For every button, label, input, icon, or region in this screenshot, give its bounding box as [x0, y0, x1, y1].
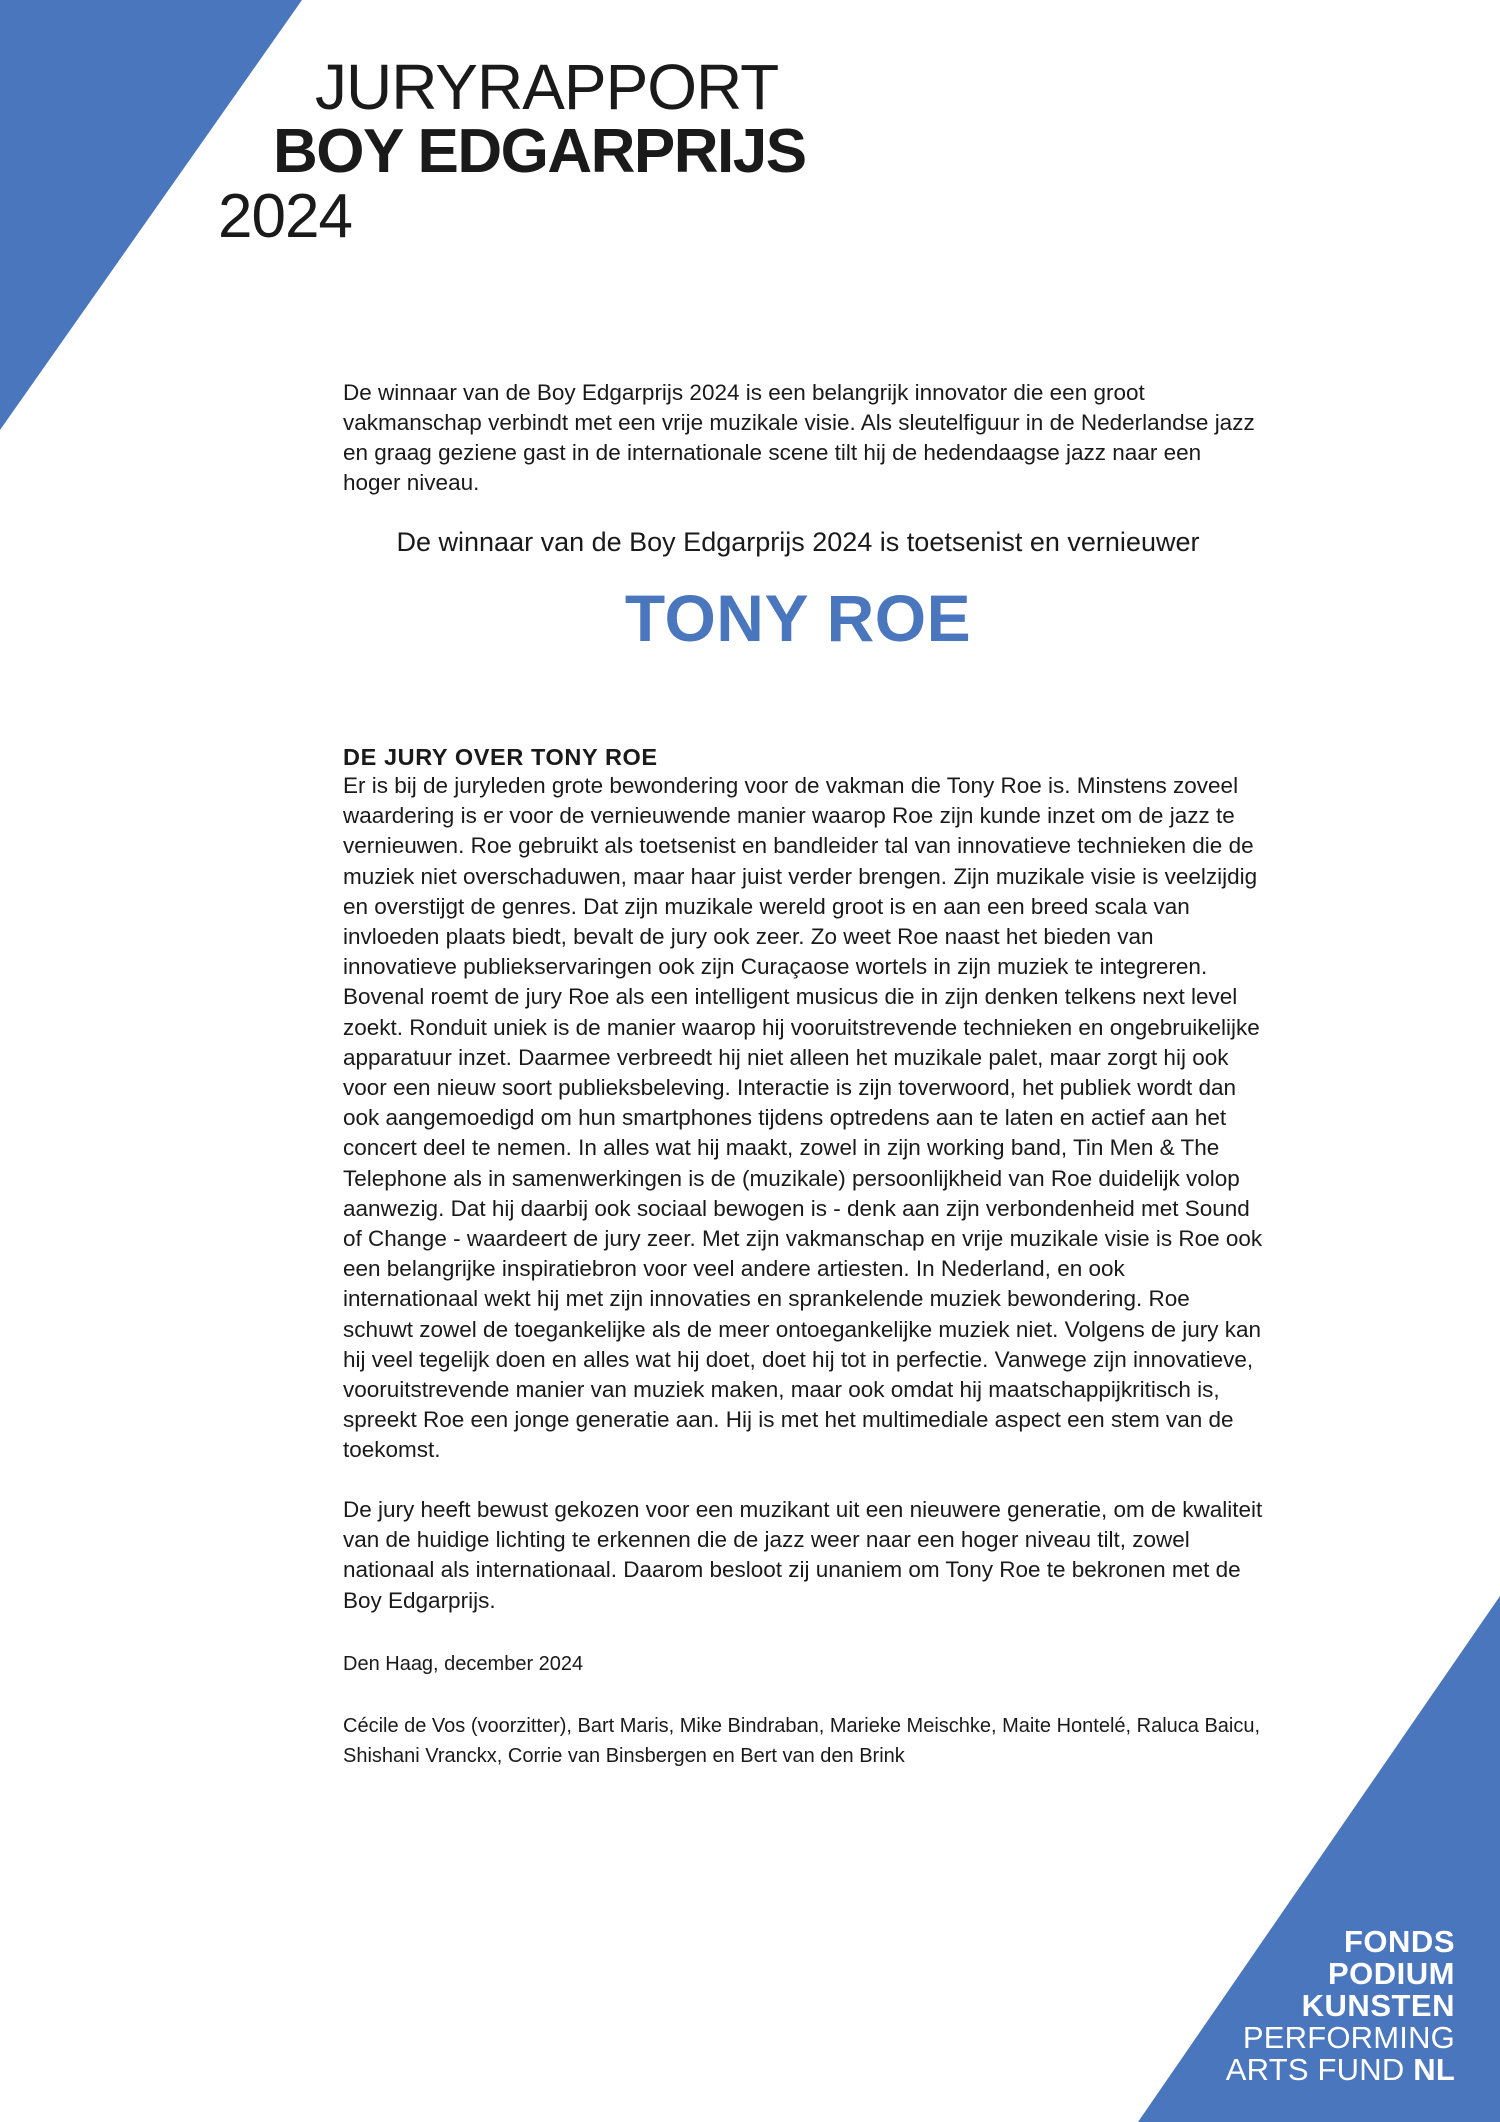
- place-date: Den Haag, december 2024: [343, 1653, 584, 1675]
- title-juryrapport: JURYRAPPORT: [315, 51, 779, 123]
- logo-line-performing: PERFORMING: [1242, 2020, 1455, 2055]
- logo-arts-fund: ARTS FUND: [1225, 2052, 1405, 2087]
- jury-members: Cécile de Vos (voorzitter), Bart Maris, Mike Bindraban, Marieke Meischke, Maite Hontelé, Raluca Baicu, Shishani Vranckx, Corrie van Binsbergen en Bert van den Brink: [343, 1715, 1261, 1767]
- logo-line-kunsten: KUNSTEN: [1301, 1988, 1455, 2023]
- jury-body-paragraph: Er is bij de juryleden grote bewondering voor de vakman die Tony Roe is. Minstens zoveel waardering is er voor de vernieuwende manier waarop Roe zijn kunde inzet om de jazz te vernieuwen. Roe gebruikt als toetsenist en bandleider tal van innovatieve technieken die de muziek niet overschaduwen, maar haar juist verder brengen. Zijn muzikale visie is veelzijdig en overstijgt de genres. Dat zijn muzikale wereld groot is en aan een breed scala van invloeden plaats biedt, bevalt de jury ook zeer. Zo weet Roe naast het bieden van innovatieve publiekservaringen ook zijn Curaçaose wortels in zijn muziek te integreren. Bovenal roemt de jury Roe als een intelligent musicus die in zijn denken telkens next level zoekt. Ronduit uniek is de manier waarop hij vooruitstrevende technieken en ongebruikelijke apparatuur inzet. Daarmee verbreedt hij niet alleen het muzikale palet, maar zorgt hij ook voor een nieuw soort publieksbeleving. Interactie is zijn toverwoord, het publiek wordt dan ook aangemoedigd om hun smartphones tijdens optredens aan te laten en actief aan het concert deel te nemen. In alles wat hij maakt, zowel in zijn working band, Tin Men & The Telephone als in samenwerkingen is de (muzikale) persoonlijkheid van Roe duidelijk volop aanwezig. Dat hij daarbij ook sociaal bewogen is - denk aan zijn verbondenheid met Sound of Change - waardeert de jury zeer. Met zijn vakmanschap en vrije muzikale visie is Roe ook een belangrijke inspiratiebron voor veel andere artiesten. In Nederland, en ook internationaal wekt hij met zijn innovaties en sprankelende muziek bewondering. Roe schuwt zowel de toegankelijke als de meer ontoegankelijke muziek niet. Volgens de jury kan hij veel tegelijk doen en alles wat hij doet, doet hij tot in perfectie. Vanwege zijn innovatieve, vooruitstrevende manier van muziek maken, maar ook omdat hij maatschappijkritisch is, spreekt Roe een jonge generatie aan. Hij is met het multimediale aspect een stem van de toekomst.: [343, 773, 1263, 1463]
- logo-line-fonds: FONDS: [1344, 1924, 1455, 1959]
- title-year: 2024: [218, 182, 352, 251]
- fonds-podiumkunsten-logo: [1226, 1926, 1455, 2086]
- jury-section-heading: DE JURY OVER TONY ROE: [343, 744, 658, 770]
- jury-closing-paragraph: De jury heeft bewust gekozen voor een muzikant uit een nieuwere generatie, om de kwaliteit van de huidige lichting te erkennen die de jazz weer naar een hoger niveau tilt, zowel nationaal als internationaal. Daarom besloot zij unaniem om Tony Roe te bekronen met de Boy Edgarprijs.: [343, 1497, 1263, 1613]
- logo-nl: NL: [1413, 2052, 1455, 2087]
- logo-line-arts-fund: [1226, 2054, 1455, 2086]
- winner-name: TONY ROE: [624, 581, 972, 655]
- winner-announcement: De winnaar van de Boy Edgarprijs 2024 is toetsenist en vernieuwer: [396, 527, 1200, 557]
- title-boy-edgarprijs: BOY EDGARPRIJS: [273, 117, 806, 186]
- intro-paragraph: De winnaar van de Boy Edgarprijs 2024 is een belangrijk innovator die een groot vakmanschap verbindt met een vrije muzikale visie. Als sleutelfiguur in de Nederlandse jazz en graag geziene gast in de internationale scene tilt hij de hedendaagse jazz naar een hoger niveau.: [343, 380, 1255, 495]
- logo-line-podium: PODIUM: [1328, 1956, 1455, 1991]
